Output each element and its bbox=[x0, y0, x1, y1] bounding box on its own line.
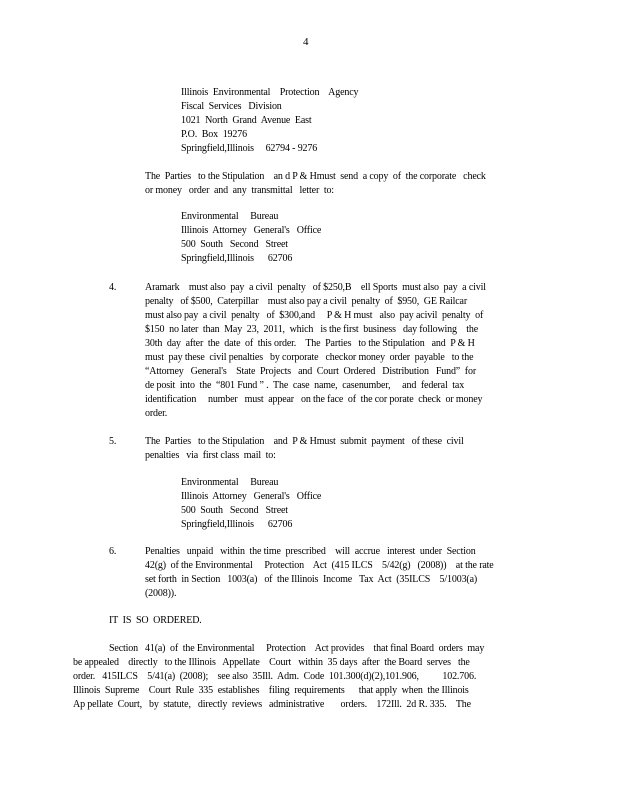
paragraph-line: 30th day after the date of this order. The Parties to the Stipulation and P & H bbox=[145, 338, 475, 349]
paragraph-line: must also pay a civil penalty of $300,and P & H must also pay acivil penalty of bbox=[145, 310, 484, 321]
paragraph-line: Penalties unpaid within the time prescribed will accrue interest under Section bbox=[145, 546, 476, 557]
paragraph-line: Aramark must also pay a civil penalty of $250,B ell Sports must also pay a civil bbox=[145, 282, 486, 293]
address-line: Springfield,Illinois 62794 - 9276 bbox=[181, 143, 318, 154]
so-ordered-heading: IT IS SO ORDERED. bbox=[109, 615, 202, 626]
paragraph-line: Illinois Supreme Court Rule 335 establishes filing requirements that apply when the Illinois bbox=[73, 685, 469, 696]
paragraph-line: The Parties to the Stipulation an d P & Hmust send a copy of the corporate check bbox=[145, 171, 486, 182]
paragraph-line: (2008)). bbox=[145, 588, 177, 599]
address-line: Environmental Bureau bbox=[181, 211, 279, 222]
item-number: 4. bbox=[109, 282, 117, 293]
paragraph-line: The Parties to the Stipulation and P & Hmust submit payment of these civil bbox=[145, 436, 464, 447]
paragraph-line: Ap pellate Court, by statute, directly reviews administrative orders. 172Ill. 2d R. 335. The bbox=[73, 699, 471, 710]
paragraph-line: be appealed directly to the Illinois Appellate Court within 35 days after the Board serves the bbox=[73, 657, 470, 668]
paragraph-line: order. bbox=[145, 408, 168, 419]
address-line: Fiscal Services Division bbox=[181, 101, 282, 112]
paragraph-line: order. 415ILCS 5/41(a) (2008); see also 35Ill. Adm. Code 101.300(d)(2),101.906, 102.706. bbox=[73, 671, 477, 682]
paragraph-line: “Attorney General's State Projects and Court Ordered Distribution Fund” for bbox=[145, 366, 477, 377]
page-number: 4 bbox=[303, 36, 309, 48]
address-line: 500 South Second Street bbox=[181, 239, 288, 250]
paragraph-line: penalty of $500, Caterpillar must also pay a civil penalty of $950, GE Railcar bbox=[145, 296, 467, 307]
address-line: 500 South Second Street bbox=[181, 505, 288, 516]
address-line: Illinois Attorney General's Office bbox=[181, 491, 322, 502]
item-number: 6. bbox=[109, 546, 117, 557]
paragraph-line: penalties via first class mail to: bbox=[145, 450, 276, 461]
item-number: 5. bbox=[109, 436, 117, 447]
address-line: 1021 North Grand Avenue East bbox=[181, 115, 312, 126]
paragraph-line: or money order and any transmittal letter to: bbox=[145, 185, 334, 196]
address-line: P.O. Box 19276 bbox=[181, 129, 247, 140]
paragraph-line: identification number must appear on the face of the cor porate check or money bbox=[145, 394, 483, 405]
paragraph-line: de posit into the “801 Fund ” . The case name, casenumber, and federal tax bbox=[145, 380, 465, 391]
address-line: Environmental Bureau bbox=[181, 477, 279, 488]
paragraph-line: must pay these civil penalties by corporate checkor money order payable to the bbox=[145, 352, 474, 363]
paragraph-line: 42(g) of the Environmental Protection Act (415 ILCS 5/42(g) (2008)) at the rate bbox=[145, 560, 494, 571]
address-line: Illinois Environmental Protection Agency bbox=[181, 87, 359, 98]
paragraph-line: set forth in Section 1003(a) of the Illinois Income Tax Act (35ILCS 5/1003(a) bbox=[145, 574, 478, 585]
address-line: Illinois Attorney General's Office bbox=[181, 225, 322, 236]
paragraph-line: $150 no later than May 23, 2011, which is the first business day following the bbox=[145, 324, 479, 335]
address-line: Springfield,Illinois 62706 bbox=[181, 519, 293, 530]
address-line: Springfield,Illinois 62706 bbox=[181, 253, 293, 264]
paragraph-line: Section 41(a) of the Environmental Protection Act provides that final Board orders may bbox=[109, 643, 485, 654]
